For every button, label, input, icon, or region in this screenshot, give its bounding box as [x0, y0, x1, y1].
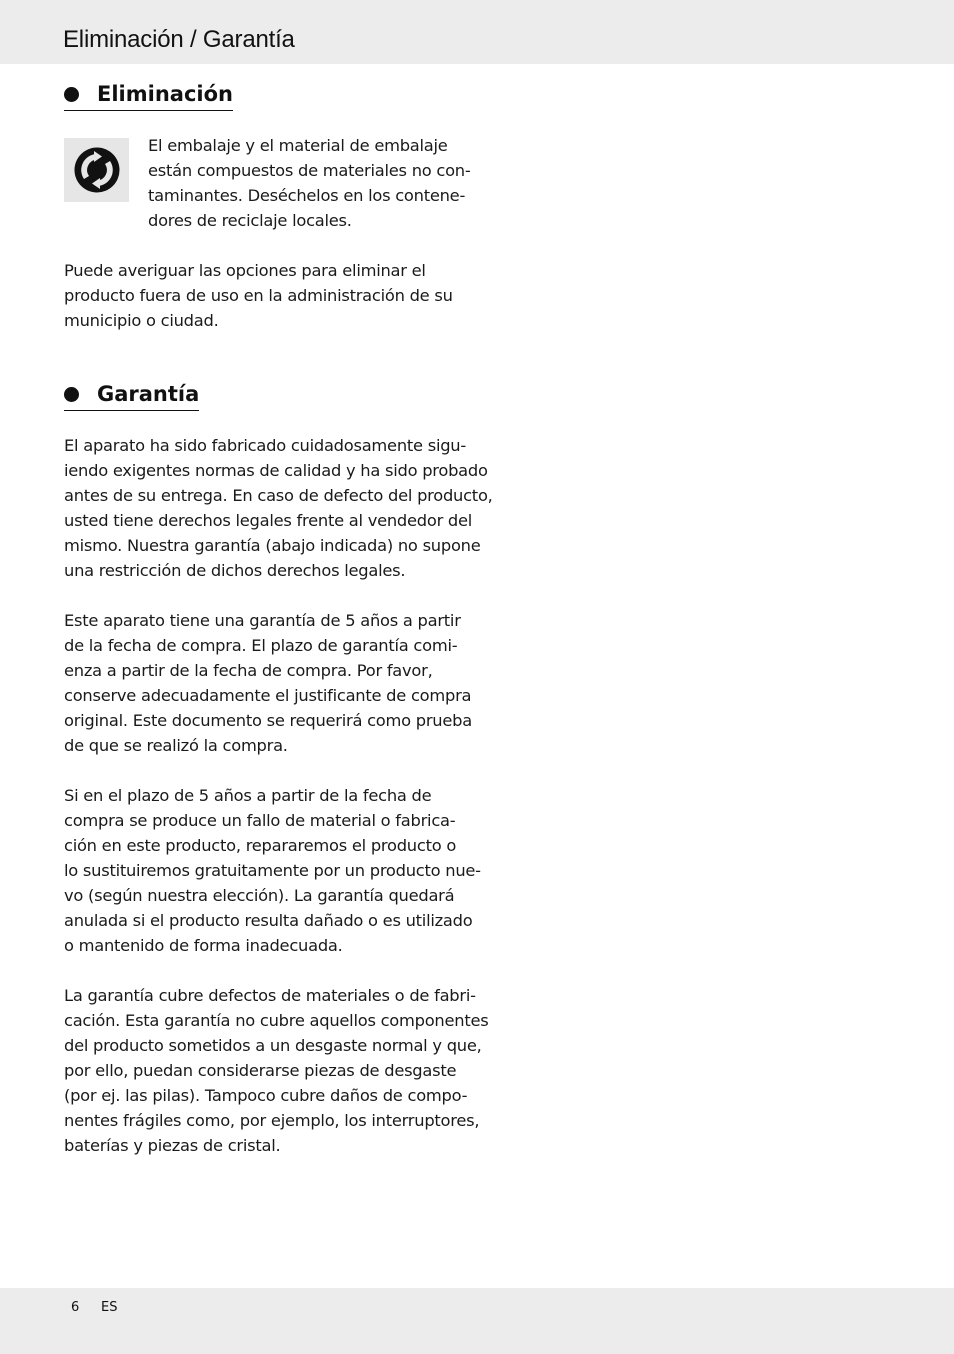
text-line: antes de su entrega. En caso de defecto del producto, [64, 486, 493, 505]
text-line: (por ej. las pilas). Tampoco cubre daños de compo- [64, 1086, 468, 1105]
text-line: dores de reciclaje locales. [148, 211, 352, 230]
text-line: El aparato ha sido fabricado cuidadosamente sigu- [64, 436, 466, 455]
disposal-paragraph [64, 258, 469, 333]
section-heading-disposal-text: Eliminación [97, 82, 233, 106]
text-line: taminantes. Deséchelos en los contene- [148, 186, 466, 205]
warranty-paragraph-2 [64, 608, 472, 758]
warranty-paragraph-4 [64, 983, 489, 1158]
text-line: cación. Esta garantía no cubre aquellos componentes [64, 1011, 489, 1030]
text-line: están compuestos de materiales no con- [148, 161, 471, 180]
text-line: iendo exigentes normas de calidad y ha sido probado [64, 461, 488, 480]
text-line: baterías y piezas de cristal. [64, 1136, 281, 1155]
text-line: La garantía cubre defectos de materiales o de fabri- [64, 986, 476, 1005]
language-code: ES [101, 1300, 118, 1315]
text-line: Si en el plazo de 5 años a partir de la fecha de [64, 786, 432, 805]
page-number: 6 [71, 1300, 80, 1315]
text-line: vo (según nuestra elección). La garantía quedará [64, 886, 455, 905]
text-line: de la fecha de compra. El plazo de garantía comi- [64, 636, 458, 655]
section-heading-disposal [64, 79, 233, 111]
text-line: mismo. Nuestra garantía (abajo indicada) no supone [64, 536, 481, 555]
text-line: ción en este producto, repararemos el producto o [64, 836, 457, 855]
text-line: nentes frágiles como, por ejemplo, los interruptores, [64, 1111, 480, 1130]
page-title: Eliminación / Garantía [63, 26, 295, 53]
text-line: compra se produce un fallo de material o fabrica- [64, 811, 456, 830]
warranty-paragraph-1 [64, 433, 493, 583]
text-line: del producto sometidos a un desgaste normal y que, [64, 1036, 482, 1055]
text-line: enza a partir de la fecha de compra. Por favor, [64, 661, 433, 680]
text-line: lo sustituiremos gratuitamente por un producto nue- [64, 861, 481, 880]
text-line: producto fuera de uso en la administración de su [64, 286, 453, 305]
text-line: El embalaje y el material de embalaje [148, 136, 448, 155]
warranty-paragraph-3 [64, 783, 481, 958]
text-line: o mantenido de forma inadecuada. [64, 936, 343, 955]
text-line: Puede averiguar las opciones para eliminar el [64, 261, 426, 280]
bullet-icon [64, 387, 79, 402]
page-footer-bar [0, 1288, 954, 1354]
recycling-symbol-svg [73, 146, 121, 194]
text-line: Este aparato tiene una garantía de 5 años a partir [64, 611, 461, 630]
bullet-icon [64, 87, 79, 102]
text-line: conserve adecuadamente el justificante de compra [64, 686, 472, 705]
text-line: una restricción de dichos derechos legales. [64, 561, 406, 580]
disposal-intro-text [148, 133, 471, 233]
section-heading-warranty-text: Garantía [97, 382, 200, 406]
text-line: usted tiene derechos legales frente al vendedor del [64, 511, 473, 530]
section-heading-warranty [64, 379, 199, 411]
text-line: municipio o ciudad. [64, 311, 219, 330]
text-line: anulada si el producto resulta dañado o es utilizado [64, 911, 473, 930]
green-dot-recycling-icon [64, 138, 129, 202]
text-line: de que se realizó la compra. [64, 736, 288, 755]
text-line: por ello, puedan considerarse piezas de desgaste [64, 1061, 457, 1080]
text-line: original. Este documento se requerirá como prueba [64, 711, 472, 730]
